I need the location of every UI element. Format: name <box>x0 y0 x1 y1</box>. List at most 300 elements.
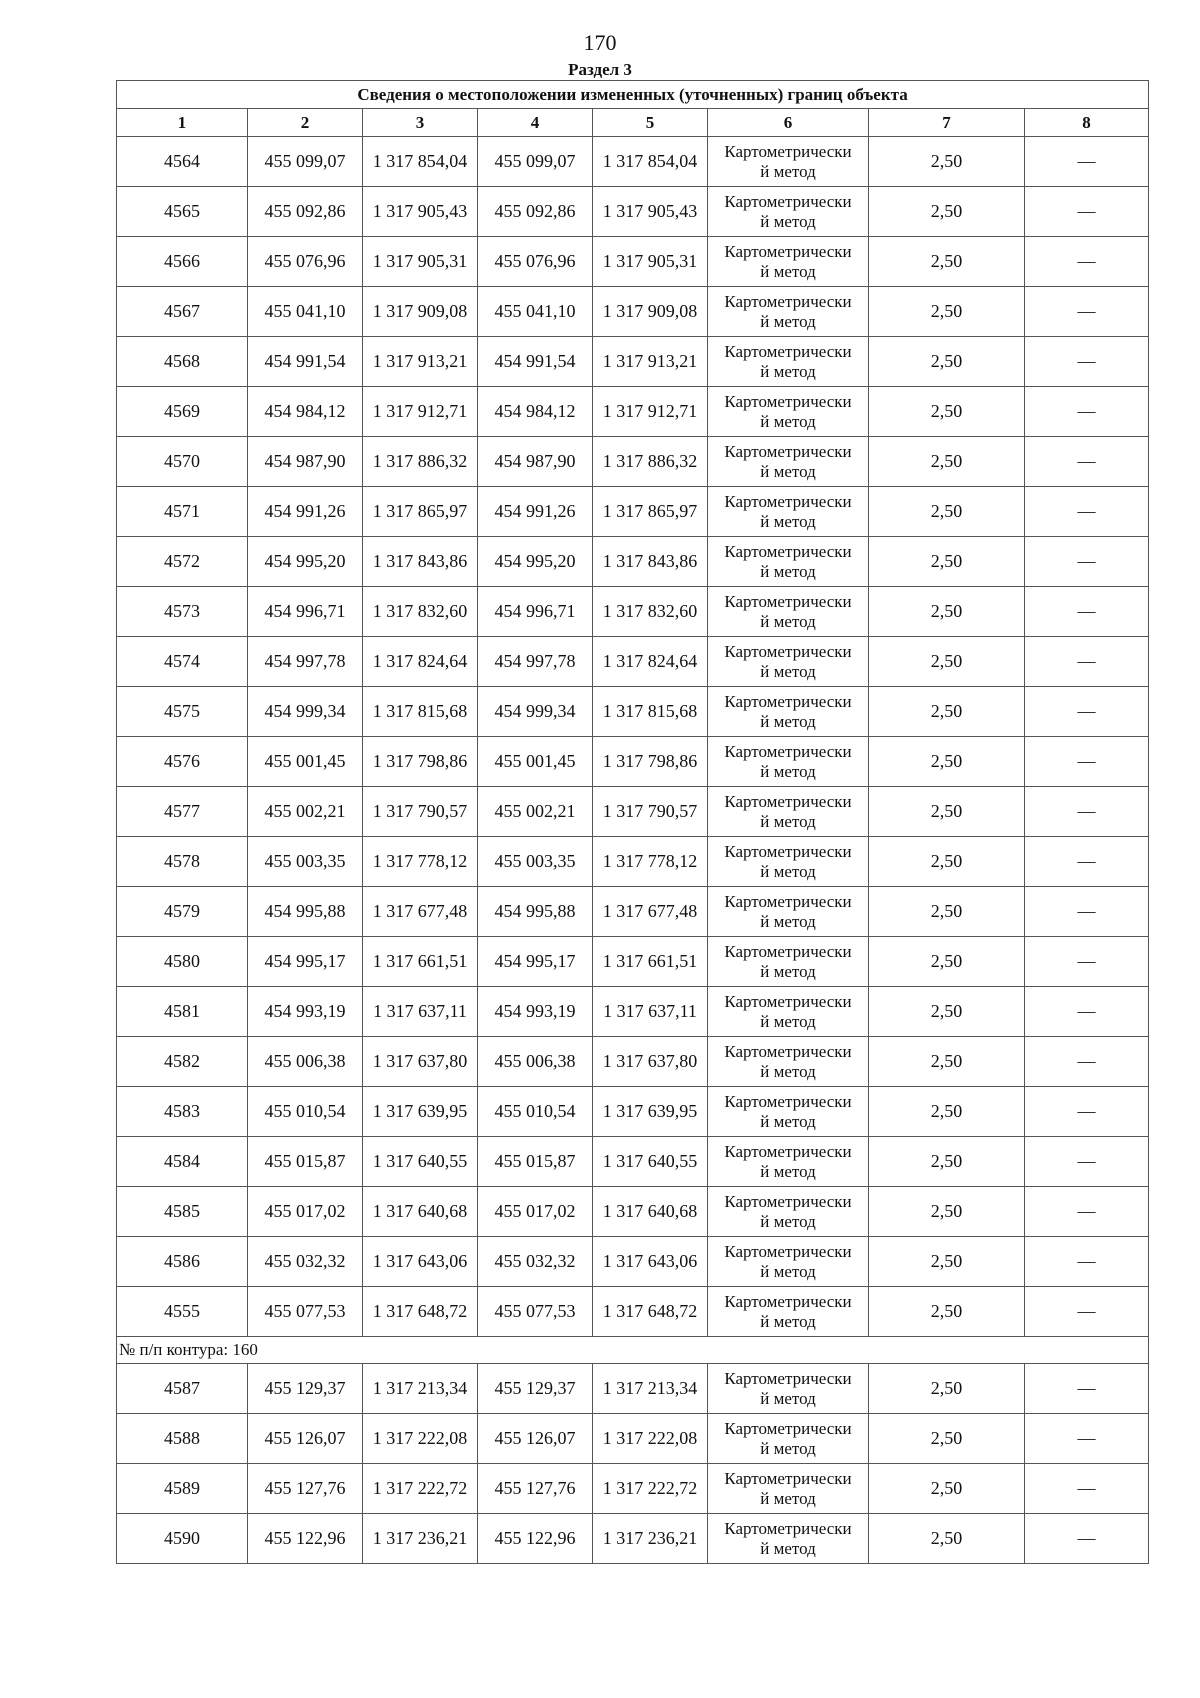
table-row <box>117 337 1149 387</box>
y-new-cell: 1 317 815,68 <box>593 687 708 737</box>
method-cell <box>708 687 869 737</box>
point-number-cell: 4569 <box>117 387 248 437</box>
method-line-1: Картометрически <box>724 941 852 961</box>
table-row <box>117 1087 1149 1137</box>
y-new-cell: 1 317 905,43 <box>593 187 708 237</box>
method-line-2: й метод <box>760 1438 816 1458</box>
y-new-cell: 1 317 913,21 <box>593 337 708 387</box>
method-line-2: й метод <box>760 911 816 931</box>
y-existing-cell: 1 317 843,86 <box>363 537 478 587</box>
accuracy-cell: 2,50 <box>869 587 1025 637</box>
table-row <box>117 737 1149 787</box>
y-existing-cell: 1 317 648,72 <box>363 1287 478 1337</box>
table-row <box>117 1364 1149 1414</box>
method-line-2: й метод <box>760 211 816 231</box>
x-new-cell: 455 126,07 <box>478 1414 593 1464</box>
method-cell <box>708 387 869 437</box>
accuracy-cell: 2,50 <box>869 237 1025 287</box>
description-cell: — <box>1025 887 1149 937</box>
y-existing-cell: 1 317 854,04 <box>363 137 478 187</box>
method-line-1: Картометрически <box>724 291 852 311</box>
x-new-cell: 455 002,21 <box>478 787 593 837</box>
y-existing-cell: 1 317 798,86 <box>363 737 478 787</box>
column-number-row <box>117 109 1149 137</box>
accuracy-cell: 2,50 <box>869 737 1025 787</box>
description-cell: — <box>1025 587 1149 637</box>
y-existing-cell: 1 317 886,32 <box>363 437 478 487</box>
table-row <box>117 437 1149 487</box>
accuracy-cell: 2,50 <box>869 887 1025 937</box>
method-cell <box>708 887 869 937</box>
method-line-2: й метод <box>760 861 816 881</box>
x-new-cell: 454 993,19 <box>478 987 593 1037</box>
method-line-1: Картометрически <box>724 1091 852 1111</box>
description-cell: — <box>1025 437 1149 487</box>
x-existing-cell: 455 003,35 <box>248 837 363 887</box>
method-cell <box>708 837 869 887</box>
description-cell: — <box>1025 637 1149 687</box>
x-existing-cell: 454 996,71 <box>248 587 363 637</box>
y-existing-cell: 1 317 643,06 <box>363 1237 478 1287</box>
y-new-cell: 1 317 909,08 <box>593 287 708 337</box>
x-existing-cell: 454 995,20 <box>248 537 363 587</box>
table-row <box>117 187 1149 237</box>
description-cell: — <box>1025 1037 1149 1087</box>
y-existing-cell: 1 317 637,11 <box>363 987 478 1037</box>
x-new-cell: 455 099,07 <box>478 137 593 187</box>
x-new-cell: 455 122,96 <box>478 1514 593 1564</box>
method-line-2: й метод <box>760 611 816 631</box>
method-cell <box>708 737 869 787</box>
x-new-cell: 455 006,38 <box>478 1037 593 1087</box>
column-number-4: 4 <box>478 109 593 137</box>
table-row <box>117 987 1149 1037</box>
method-line-1: Картометрически <box>724 1518 852 1538</box>
description-cell: — <box>1025 187 1149 237</box>
column-number-7: 7 <box>869 109 1025 137</box>
table-row <box>117 1287 1149 1337</box>
x-existing-cell: 454 999,34 <box>248 687 363 737</box>
method-cell <box>708 437 869 487</box>
method-cell <box>708 1187 869 1237</box>
method-cell <box>708 787 869 837</box>
table-row <box>117 887 1149 937</box>
method-line-2: й метод <box>760 1538 816 1558</box>
y-existing-cell: 1 317 865,97 <box>363 487 478 537</box>
method-cell <box>708 1037 869 1087</box>
coordinates-table <box>116 80 1149 1564</box>
point-number-cell: 4582 <box>117 1037 248 1087</box>
y-new-cell: 1 317 236,21 <box>593 1514 708 1564</box>
method-cell <box>708 1287 869 1337</box>
y-new-cell: 1 317 824,64 <box>593 637 708 687</box>
method-line-1: Картометрически <box>724 541 852 561</box>
description-cell: — <box>1025 1187 1149 1237</box>
point-number-cell: 4567 <box>117 287 248 337</box>
y-new-cell: 1 317 905,31 <box>593 237 708 287</box>
method-line-1: Картометрически <box>724 341 852 361</box>
description-cell: — <box>1025 237 1149 287</box>
method-cell <box>708 987 869 1037</box>
method-line-1: Картометрически <box>724 741 852 761</box>
y-existing-cell: 1 317 640,55 <box>363 1137 478 1187</box>
point-number-cell: 4555 <box>117 1287 248 1337</box>
method-line-2: й метод <box>760 811 816 831</box>
description-cell: — <box>1025 337 1149 387</box>
description-cell: — <box>1025 787 1149 837</box>
method-line-1: Картометрически <box>724 1191 852 1211</box>
x-existing-cell: 454 987,90 <box>248 437 363 487</box>
point-number-cell: 4587 <box>117 1364 248 1414</box>
method-line-2: й метод <box>760 1211 816 1231</box>
x-existing-cell: 455 126,07 <box>248 1414 363 1464</box>
method-line-2: й метод <box>760 1161 816 1181</box>
x-existing-cell: 455 001,45 <box>248 737 363 787</box>
method-line-2: й метод <box>760 161 816 181</box>
method-line-2: й метод <box>760 461 816 481</box>
table-row <box>117 137 1149 187</box>
point-number-cell: 4585 <box>117 1187 248 1237</box>
table-row <box>117 1514 1149 1564</box>
method-line-2: й метод <box>760 561 816 581</box>
description-cell: — <box>1025 1237 1149 1287</box>
x-new-cell: 454 984,12 <box>478 387 593 437</box>
accuracy-cell: 2,50 <box>869 1137 1025 1187</box>
accuracy-cell: 2,50 <box>869 937 1025 987</box>
y-existing-cell: 1 317 222,08 <box>363 1414 478 1464</box>
column-number-5: 5 <box>593 109 708 137</box>
y-existing-cell: 1 317 637,80 <box>363 1037 478 1087</box>
point-number-cell: 4568 <box>117 337 248 387</box>
method-line-2: й метод <box>760 961 816 981</box>
description-cell: — <box>1025 1364 1149 1414</box>
point-number-cell: 4565 <box>117 187 248 237</box>
x-new-cell: 454 999,34 <box>478 687 593 737</box>
accuracy-cell: 2,50 <box>869 687 1025 737</box>
description-cell: — <box>1025 837 1149 887</box>
method-cell <box>708 637 869 687</box>
y-existing-cell: 1 317 909,08 <box>363 287 478 337</box>
y-existing-cell: 1 317 222,72 <box>363 1464 478 1514</box>
method-cell <box>708 1464 869 1514</box>
method-line-1: Картометрически <box>724 1041 852 1061</box>
description-cell: — <box>1025 687 1149 737</box>
method-cell <box>708 1364 869 1414</box>
description-cell: — <box>1025 537 1149 587</box>
point-number-cell: 4573 <box>117 587 248 637</box>
x-new-cell: 455 041,10 <box>478 287 593 337</box>
point-number-cell: 4571 <box>117 487 248 537</box>
x-new-cell: 455 010,54 <box>478 1087 593 1137</box>
method-line-2: й метод <box>760 1261 816 1281</box>
method-line-1: Картометрически <box>724 1141 852 1161</box>
y-new-cell: 1 317 222,72 <box>593 1464 708 1514</box>
table-row <box>117 687 1149 737</box>
method-line-1: Картометрически <box>724 191 852 211</box>
point-number-cell: 4588 <box>117 1414 248 1464</box>
description-cell: — <box>1025 987 1149 1037</box>
y-existing-cell: 1 317 661,51 <box>363 937 478 987</box>
x-new-cell: 455 076,96 <box>478 237 593 287</box>
accuracy-cell: 2,50 <box>869 787 1025 837</box>
point-number-cell: 4590 <box>117 1514 248 1564</box>
table-row <box>117 1187 1149 1237</box>
point-number-cell: 4575 <box>117 687 248 737</box>
description-cell: — <box>1025 1414 1149 1464</box>
y-new-cell: 1 317 798,86 <box>593 737 708 787</box>
x-new-cell: 455 032,32 <box>478 1237 593 1287</box>
method-line-1: Картометрически <box>724 1468 852 1488</box>
accuracy-cell: 2,50 <box>869 487 1025 537</box>
x-new-cell: 454 995,17 <box>478 937 593 987</box>
point-number-cell: 4578 <box>117 837 248 887</box>
method-line-2: й метод <box>760 1111 816 1131</box>
method-cell <box>708 937 869 987</box>
y-existing-cell: 1 317 913,21 <box>363 337 478 387</box>
y-new-cell: 1 317 912,71 <box>593 387 708 437</box>
accuracy-cell: 2,50 <box>869 1414 1025 1464</box>
accuracy-cell: 2,50 <box>869 1464 1025 1514</box>
accuracy-cell: 2,50 <box>869 187 1025 237</box>
column-number-6: 6 <box>708 109 869 137</box>
method-line-1: Картометрически <box>724 1241 852 1261</box>
method-line-1: Картометрически <box>724 1291 852 1311</box>
method-line-2: й метод <box>760 661 816 681</box>
method-line-2: й метод <box>760 311 816 331</box>
description-cell: — <box>1025 937 1149 987</box>
x-existing-cell: 455 092,86 <box>248 187 363 237</box>
x-new-cell: 455 127,76 <box>478 1464 593 1514</box>
y-existing-cell: 1 317 824,64 <box>363 637 478 687</box>
x-existing-cell: 455 041,10 <box>248 287 363 337</box>
table-row <box>117 1414 1149 1464</box>
description-cell: — <box>1025 287 1149 337</box>
table-row <box>117 837 1149 887</box>
method-cell <box>708 137 869 187</box>
x-existing-cell: 454 995,17 <box>248 937 363 987</box>
y-existing-cell: 1 317 905,43 <box>363 187 478 237</box>
y-existing-cell: 1 317 832,60 <box>363 587 478 637</box>
accuracy-cell: 2,50 <box>869 1237 1025 1287</box>
y-new-cell: 1 317 648,72 <box>593 1287 708 1337</box>
method-cell <box>708 1137 869 1187</box>
table-caption: Сведения о местоположении измененных (уточненных) границ объекта <box>117 81 1149 109</box>
x-existing-cell: 455 099,07 <box>248 137 363 187</box>
x-existing-cell: 454 991,26 <box>248 487 363 537</box>
method-line-1: Картометрически <box>724 691 852 711</box>
y-new-cell: 1 317 854,04 <box>593 137 708 187</box>
page-number: 170 <box>583 30 617 55</box>
accuracy-cell: 2,50 <box>869 437 1025 487</box>
section-title: Раздел 3 <box>568 60 632 79</box>
x-existing-cell: 455 129,37 <box>248 1364 363 1414</box>
method-cell <box>708 487 869 537</box>
column-number-8: 8 <box>1025 109 1149 137</box>
point-number-cell: 4584 <box>117 1137 248 1187</box>
x-new-cell: 455 092,86 <box>478 187 593 237</box>
x-existing-cell: 455 015,87 <box>248 1137 363 1187</box>
x-new-cell: 454 996,71 <box>478 587 593 637</box>
y-new-cell: 1 317 886,32 <box>593 437 708 487</box>
table-body <box>117 137 1149 1564</box>
table-row <box>117 787 1149 837</box>
method-line-1: Картометрически <box>724 441 852 461</box>
x-existing-cell: 455 006,38 <box>248 1037 363 1087</box>
x-existing-cell: 455 002,21 <box>248 787 363 837</box>
y-existing-cell: 1 317 815,68 <box>363 687 478 737</box>
x-new-cell: 455 001,45 <box>478 737 593 787</box>
table-row <box>117 287 1149 337</box>
x-existing-cell: 455 076,96 <box>248 237 363 287</box>
accuracy-cell: 2,50 <box>869 1364 1025 1414</box>
point-number-cell: 4589 <box>117 1464 248 1514</box>
method-line-1: Картометрически <box>724 491 852 511</box>
description-cell: — <box>1025 1464 1149 1514</box>
y-new-cell: 1 317 640,55 <box>593 1137 708 1187</box>
point-number-cell: 4564 <box>117 137 248 187</box>
x-new-cell: 454 987,90 <box>478 437 593 487</box>
x-new-cell: 455 129,37 <box>478 1364 593 1414</box>
point-number-cell: 4566 <box>117 237 248 287</box>
description-cell: — <box>1025 1287 1149 1337</box>
x-new-cell: 454 995,88 <box>478 887 593 937</box>
y-new-cell: 1 317 778,12 <box>593 837 708 887</box>
point-number-cell: 4581 <box>117 987 248 1037</box>
method-line-1: Картометрически <box>724 1418 852 1438</box>
accuracy-cell: 2,50 <box>869 1287 1025 1337</box>
method-line-1: Картометрически <box>724 841 852 861</box>
x-existing-cell: 454 993,19 <box>248 987 363 1037</box>
point-number-cell: 4577 <box>117 787 248 837</box>
x-existing-cell: 455 032,32 <box>248 1237 363 1287</box>
x-new-cell: 454 991,54 <box>478 337 593 387</box>
method-line-2: й метод <box>760 361 816 381</box>
point-number-cell: 4580 <box>117 937 248 987</box>
x-existing-cell: 455 017,02 <box>248 1187 363 1237</box>
table-row <box>117 387 1149 437</box>
method-line-2: й метод <box>760 261 816 281</box>
point-number-cell: 4572 <box>117 537 248 587</box>
point-number-cell: 4574 <box>117 637 248 687</box>
method-cell <box>708 287 869 337</box>
y-new-cell: 1 317 640,68 <box>593 1187 708 1237</box>
method-line-1: Картометрически <box>724 641 852 661</box>
x-new-cell: 454 995,20 <box>478 537 593 587</box>
y-existing-cell: 1 317 640,68 <box>363 1187 478 1237</box>
table-row <box>117 1137 1149 1187</box>
x-existing-cell: 454 984,12 <box>248 387 363 437</box>
method-cell <box>708 587 869 637</box>
y-existing-cell: 1 317 677,48 <box>363 887 478 937</box>
method-line-1: Картометрически <box>724 891 852 911</box>
method-line-2: й метод <box>760 1388 816 1408</box>
table-row <box>117 487 1149 537</box>
accuracy-cell: 2,50 <box>869 387 1025 437</box>
method-line-2: й метод <box>760 761 816 781</box>
table-row <box>117 1464 1149 1514</box>
accuracy-cell: 2,50 <box>869 1087 1025 1137</box>
x-new-cell: 455 015,87 <box>478 1137 593 1187</box>
accuracy-cell: 2,50 <box>869 287 1025 337</box>
y-existing-cell: 1 317 639,95 <box>363 1087 478 1137</box>
method-line-2: й метод <box>760 1061 816 1081</box>
accuracy-cell: 2,50 <box>869 637 1025 687</box>
description-cell: — <box>1025 387 1149 437</box>
table-row <box>117 587 1149 637</box>
x-existing-cell: 455 127,76 <box>248 1464 363 1514</box>
description-cell: — <box>1025 487 1149 537</box>
y-new-cell: 1 317 790,57 <box>593 787 708 837</box>
y-new-cell: 1 317 677,48 <box>593 887 708 937</box>
description-cell: — <box>1025 1137 1149 1187</box>
x-existing-cell: 454 991,54 <box>248 337 363 387</box>
y-new-cell: 1 317 637,80 <box>593 1037 708 1087</box>
method-line-1: Картометрически <box>724 791 852 811</box>
method-cell <box>708 187 869 237</box>
y-existing-cell: 1 317 790,57 <box>363 787 478 837</box>
x-existing-cell: 454 995,88 <box>248 887 363 937</box>
method-line-2: й метод <box>760 411 816 431</box>
table-row <box>117 1237 1149 1287</box>
description-cell: — <box>1025 1087 1149 1137</box>
x-existing-cell: 455 122,96 <box>248 1514 363 1564</box>
y-existing-cell: 1 317 236,21 <box>363 1514 478 1564</box>
accuracy-cell: 2,50 <box>869 1187 1025 1237</box>
method-line-1: Картометрически <box>724 1368 852 1388</box>
table-row <box>117 237 1149 287</box>
method-line-1: Картометрически <box>724 241 852 261</box>
method-cell <box>708 1514 869 1564</box>
method-cell <box>708 1237 869 1287</box>
column-number-1: 1 <box>117 109 248 137</box>
x-new-cell: 455 017,02 <box>478 1187 593 1237</box>
method-line-1: Картометрически <box>724 591 852 611</box>
y-new-cell: 1 317 639,95 <box>593 1087 708 1137</box>
x-existing-cell: 455 010,54 <box>248 1087 363 1137</box>
column-number-2: 2 <box>248 109 363 137</box>
method-cell <box>708 337 869 387</box>
point-number-cell: 4583 <box>117 1087 248 1137</box>
y-new-cell: 1 317 843,86 <box>593 537 708 587</box>
method-cell <box>708 1414 869 1464</box>
y-new-cell: 1 317 213,34 <box>593 1364 708 1414</box>
accuracy-cell: 2,50 <box>869 1037 1025 1087</box>
x-new-cell: 455 003,35 <box>478 837 593 887</box>
table-row <box>117 537 1149 587</box>
method-line-1: Картометрически <box>724 391 852 411</box>
accuracy-cell: 2,50 <box>869 537 1025 587</box>
point-number-cell: 4576 <box>117 737 248 787</box>
method-line-2: й метод <box>760 711 816 731</box>
contour-label: № п/п контура: 160 <box>117 1337 1149 1364</box>
table-caption-row <box>117 81 1149 109</box>
method-cell <box>708 1087 869 1137</box>
accuracy-cell: 2,50 <box>869 837 1025 887</box>
y-new-cell: 1 317 643,06 <box>593 1237 708 1287</box>
contour-row <box>117 1337 1149 1364</box>
accuracy-cell: 2,50 <box>869 987 1025 1037</box>
x-existing-cell: 455 077,53 <box>248 1287 363 1337</box>
y-new-cell: 1 317 222,08 <box>593 1414 708 1464</box>
method-cell <box>708 237 869 287</box>
method-line-2: й метод <box>760 1011 816 1031</box>
point-number-cell: 4570 <box>117 437 248 487</box>
x-new-cell: 454 997,78 <box>478 637 593 687</box>
accuracy-cell: 2,50 <box>869 337 1025 387</box>
table-row <box>117 1037 1149 1087</box>
y-new-cell: 1 317 637,11 <box>593 987 708 1037</box>
description-cell: — <box>1025 737 1149 787</box>
